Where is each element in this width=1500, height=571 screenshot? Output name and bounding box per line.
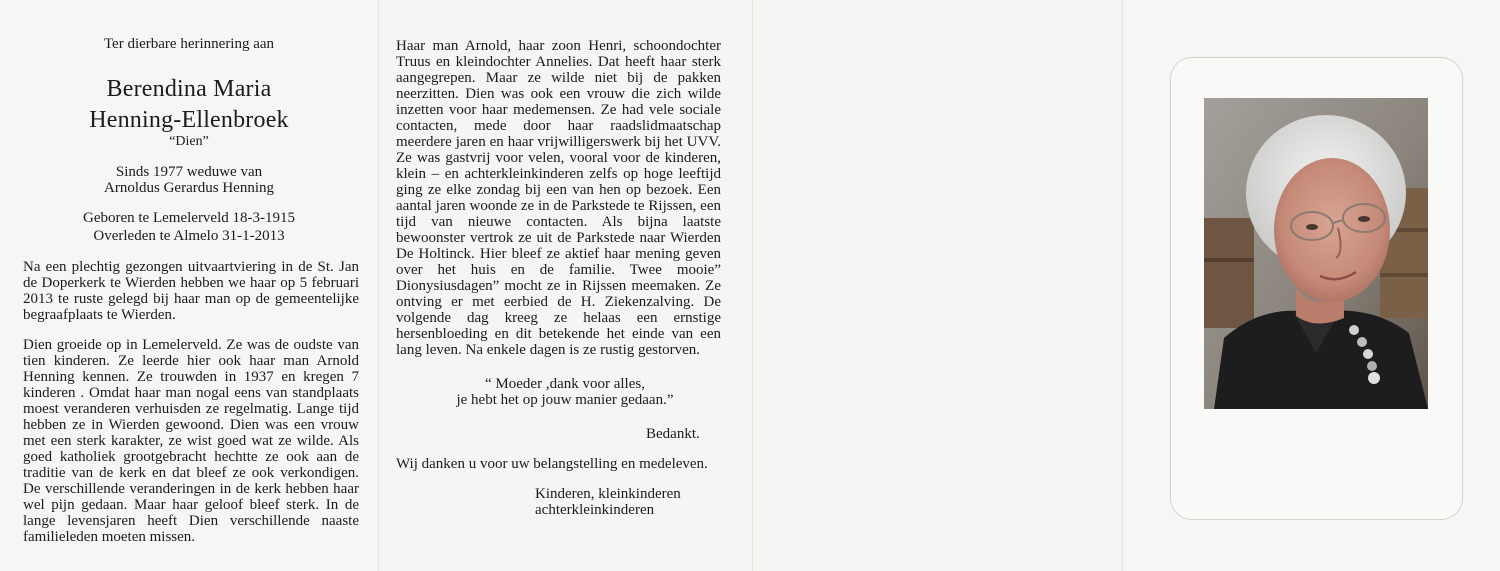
widow-line-1: Sinds 1977 weduwe van xyxy=(115,164,263,180)
deceased-nickname: “Dien” xyxy=(169,134,209,149)
signature-line-2: achterkleinkinderen xyxy=(535,502,655,518)
death-line: Overleden te Almelo 31-1-2013 xyxy=(93,228,285,244)
dedication-heading: Ter dierbare herinnering aan xyxy=(103,36,275,52)
signature-line-1: Kinderen, kleinkinderen xyxy=(535,486,681,502)
funeral-paragraph: Na een plechtig gezongen uitvaartviering in de St. Jan de Doperkerk te Wierden hebben we haar op 5 februari 2013 te ruste gelegd bij haar man op de gemeentelijke begraafplaats te Wierden. xyxy=(23,259,359,323)
birth-line: Geboren te Lemelerveld 18-3-1915 xyxy=(83,210,295,226)
life-story-paragraph: Dien groeide op in Lemelerveld. Ze was de oudste van tien kinderen. Ze leerde hier ook haar man Arnold Henning kennen. Ze trouwden in 1937 en kregen 7 kinderen . Omdat haar man nogal eens van standplaats moest veranderen verhuisden ze regelmatig. Lange tijd hebben ze in Wierden gewoond. Dien was een vrouw met een sterk karakter, ze wist goed wat ze wilde. Als goed katholiek grootgebracht hechtte ze ook aan de traditie van de kerk en dat bleef ze ook verkondigen. De verschillende veranderingen in de kerk hebben haar wel pijn gedaan. Maar haar geloof bleef sterk. In de lange levensjaren heeft Dien verschillende naaste familieleden moeten missen. xyxy=(23,337,359,545)
life-story-continued-paragraph: Haar man Arnold, haar zoon Henri, schoondochter Truus en kleindochter Annelies. Dat heeft haar sterk aangegrepen. Maar ze wilde niet bij de pakken neerzitten. Dien was ook een vrouw die zich wilde inzetten voor haar medemensen. Ze had vele sociale contacten, mede door haar raadslidmaatschap meerdere jaren en haar vrijwilligerswerk bij het UVV. Ze was gastvrij voor velen, vooral voor de kinderen, klein – en achterkleinkinderen zelfs op hoge leeftijd ging ze elke zondag bij een van hen op bezoek. Een aantal jaren woonde ze in de Parkstede te Rijssen, een tijd van nieuwe contacten. Als bijna laatste bewoonster vertrok ze uit de Parkstede naar Wierden De Holtinck. Hier bleef ze aktief haar mening geven over het huis en de familie. Twee mooie” Dionysiusdagen” mocht ze in Rijssen meemaken. Ze ontving er met eerbied de H. Ziekenzalving. De volgende dag kreeg ze helaas een ernstige hersenbloeding en dit betekende het einde van een lang leven. Na enkele dagen is ze rustig gestorven. xyxy=(396,38,721,358)
quote-line-1: “ Moeder ,dank voor alles, xyxy=(485,376,645,392)
portrait-photo xyxy=(1204,98,1428,409)
widow-line-2: Arnoldus Gerardus Henning xyxy=(104,180,274,196)
quote-line-2: je hebt het op jouw manier gedaan.” xyxy=(456,392,674,408)
thanks-text: Bedankt. xyxy=(646,426,700,442)
deceased-surname: Henning-Ellenbroek xyxy=(89,107,289,133)
card-blank-panel xyxy=(752,0,1122,571)
deceased-first-names: Berendina Maria xyxy=(106,76,272,102)
gratitude-text: Wij danken u voor uw belangstelling en medeleven. xyxy=(396,456,708,472)
